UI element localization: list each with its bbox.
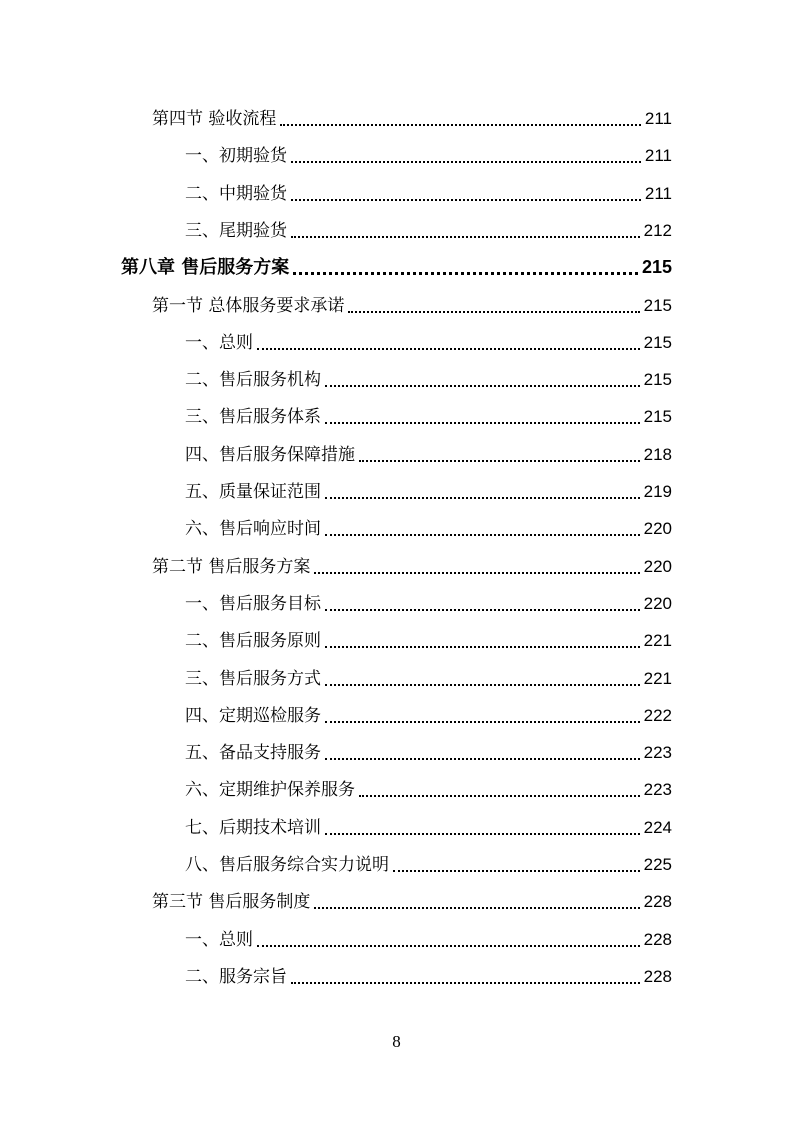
toc-entry-page: 211 xyxy=(644,183,672,203)
toc-entry[interactable] xyxy=(185,958,672,995)
dot-leader xyxy=(325,684,640,686)
dot-leader xyxy=(325,497,640,499)
toc-entry[interactable] xyxy=(185,324,672,361)
toc-entry[interactable] xyxy=(185,137,672,174)
dot-leader xyxy=(325,385,640,387)
toc-entry-page: 212 xyxy=(643,220,672,240)
toc-entry-title: 一、售后服务目标 xyxy=(185,593,321,614)
toc-entry[interactable] xyxy=(152,287,672,324)
toc-entry-page: 228 xyxy=(643,929,672,949)
toc-entry-page: 218 xyxy=(643,444,672,464)
dot-leader xyxy=(325,422,640,424)
dot-leader xyxy=(325,646,640,648)
dot-leader xyxy=(314,907,639,909)
toc-entry-page: 211 xyxy=(644,109,672,128)
toc-entry-page: 220 xyxy=(643,556,672,576)
toc-entry[interactable] xyxy=(185,734,672,771)
toc-entry[interactable] xyxy=(185,361,672,398)
toc-entry-title: 二、售后服务原则 xyxy=(185,631,321,652)
toc-entry-title: 四、定期巡检服务 xyxy=(185,705,321,726)
toc-entry-title: 六、售后响应时间 xyxy=(185,519,321,540)
dot-leader xyxy=(325,534,640,536)
toc-entry[interactable] xyxy=(185,175,672,212)
toc-entry-page: 225 xyxy=(643,855,672,874)
toc-entry-title: 二、中期验货 xyxy=(185,183,287,204)
toc-entry-title: 五、质量保证范围 xyxy=(185,482,321,502)
toc-entry-page: 215 xyxy=(643,407,672,427)
toc-entry-page: 215 xyxy=(643,332,672,352)
toc-entry[interactable] xyxy=(185,660,672,697)
toc-entry[interactable] xyxy=(152,548,672,585)
toc-entry[interactable] xyxy=(185,585,672,622)
toc-entry-page: 228 xyxy=(643,892,672,912)
toc-entry[interactable] xyxy=(185,697,672,734)
toc-entry-page: 222 xyxy=(643,705,672,725)
toc-entry[interactable] xyxy=(121,249,672,286)
toc-entry-page: 211 xyxy=(644,146,672,166)
dot-leader xyxy=(291,236,640,238)
toc-entry-title: 四、售后服务保障措施 xyxy=(185,444,355,465)
toc-entry[interactable] xyxy=(185,436,672,473)
dot-leader xyxy=(291,161,641,163)
dot-leader xyxy=(348,311,639,313)
toc-entry[interactable] xyxy=(185,921,672,958)
dot-leader xyxy=(291,982,640,984)
dot-leader xyxy=(293,272,638,275)
toc-entry-page: 215 xyxy=(641,257,672,278)
dot-leader xyxy=(325,833,640,835)
dot-leader xyxy=(257,945,640,947)
toc-entry-page: 219 xyxy=(643,482,672,501)
toc-entry[interactable] xyxy=(185,510,672,547)
toc-entry[interactable] xyxy=(152,100,672,137)
dot-leader xyxy=(291,199,641,201)
toc-entry-title: 五、备品支持服务 xyxy=(185,743,321,764)
toc-entry-page: 221 xyxy=(643,631,672,651)
toc-entry-page: 223 xyxy=(643,743,672,763)
toc-entry-title: 第二节 售后服务方案 xyxy=(152,556,311,577)
toc-entry-page: 221 xyxy=(643,668,672,688)
toc-entry-title: 第八章 售后服务方案 xyxy=(121,257,290,279)
toc-entry[interactable] xyxy=(185,809,672,846)
page-number: 8 xyxy=(392,1032,401,1051)
dot-leader xyxy=(280,124,640,126)
toc-entry[interactable] xyxy=(185,622,672,659)
toc-entry-page: 220 xyxy=(643,593,672,613)
dot-leader xyxy=(359,795,640,797)
toc-entry[interactable] xyxy=(185,212,672,249)
toc-entry-title: 三、售后服务方式 xyxy=(185,668,321,689)
toc-entry[interactable] xyxy=(185,473,672,510)
toc-entry-title: 三、售后服务体系 xyxy=(185,407,321,428)
toc-entry-title: 八、售后服务综合实力说明 xyxy=(185,855,389,875)
toc-entry-page: 223 xyxy=(643,780,672,800)
dot-leader xyxy=(314,572,639,574)
toc-entry-title: 第一节 总体服务要求承诺 xyxy=(152,295,345,316)
toc-entry-title: 第四节 验收流程 xyxy=(152,109,277,129)
dot-leader xyxy=(257,348,640,350)
toc-entry-title: 二、售后服务机构 xyxy=(185,370,321,391)
dot-leader xyxy=(325,609,640,611)
toc-entry-title: 一、总则 xyxy=(185,929,253,950)
toc-entry-title: 六、定期维护保养服务 xyxy=(185,780,355,801)
toc-entry-title: 七、后期技术培训 xyxy=(185,817,321,838)
toc-entry-page: 224 xyxy=(643,817,672,837)
toc-entry-title: 三、尾期验货 xyxy=(185,220,287,241)
toc-entry-title: 第三节 售后服务制度 xyxy=(152,892,311,913)
dot-leader xyxy=(393,870,640,872)
toc-entry-page: 215 xyxy=(643,370,672,390)
toc-entry-title: 一、初期验货 xyxy=(185,146,287,167)
toc-entry-title: 二、服务宗旨 xyxy=(185,966,287,987)
dot-leader xyxy=(325,758,640,760)
toc-entry[interactable] xyxy=(185,398,672,435)
toc-entry-title: 一、总则 xyxy=(185,332,253,353)
toc-entry[interactable] xyxy=(152,883,672,920)
toc-entry[interactable] xyxy=(185,846,672,883)
toc-entry[interactable] xyxy=(185,771,672,808)
toc-entry-page: 228 xyxy=(643,966,672,986)
toc-entry-page: 220 xyxy=(643,519,672,539)
dot-leader xyxy=(325,721,640,723)
toc-entry-page: 215 xyxy=(643,295,672,315)
dot-leader xyxy=(359,460,640,462)
